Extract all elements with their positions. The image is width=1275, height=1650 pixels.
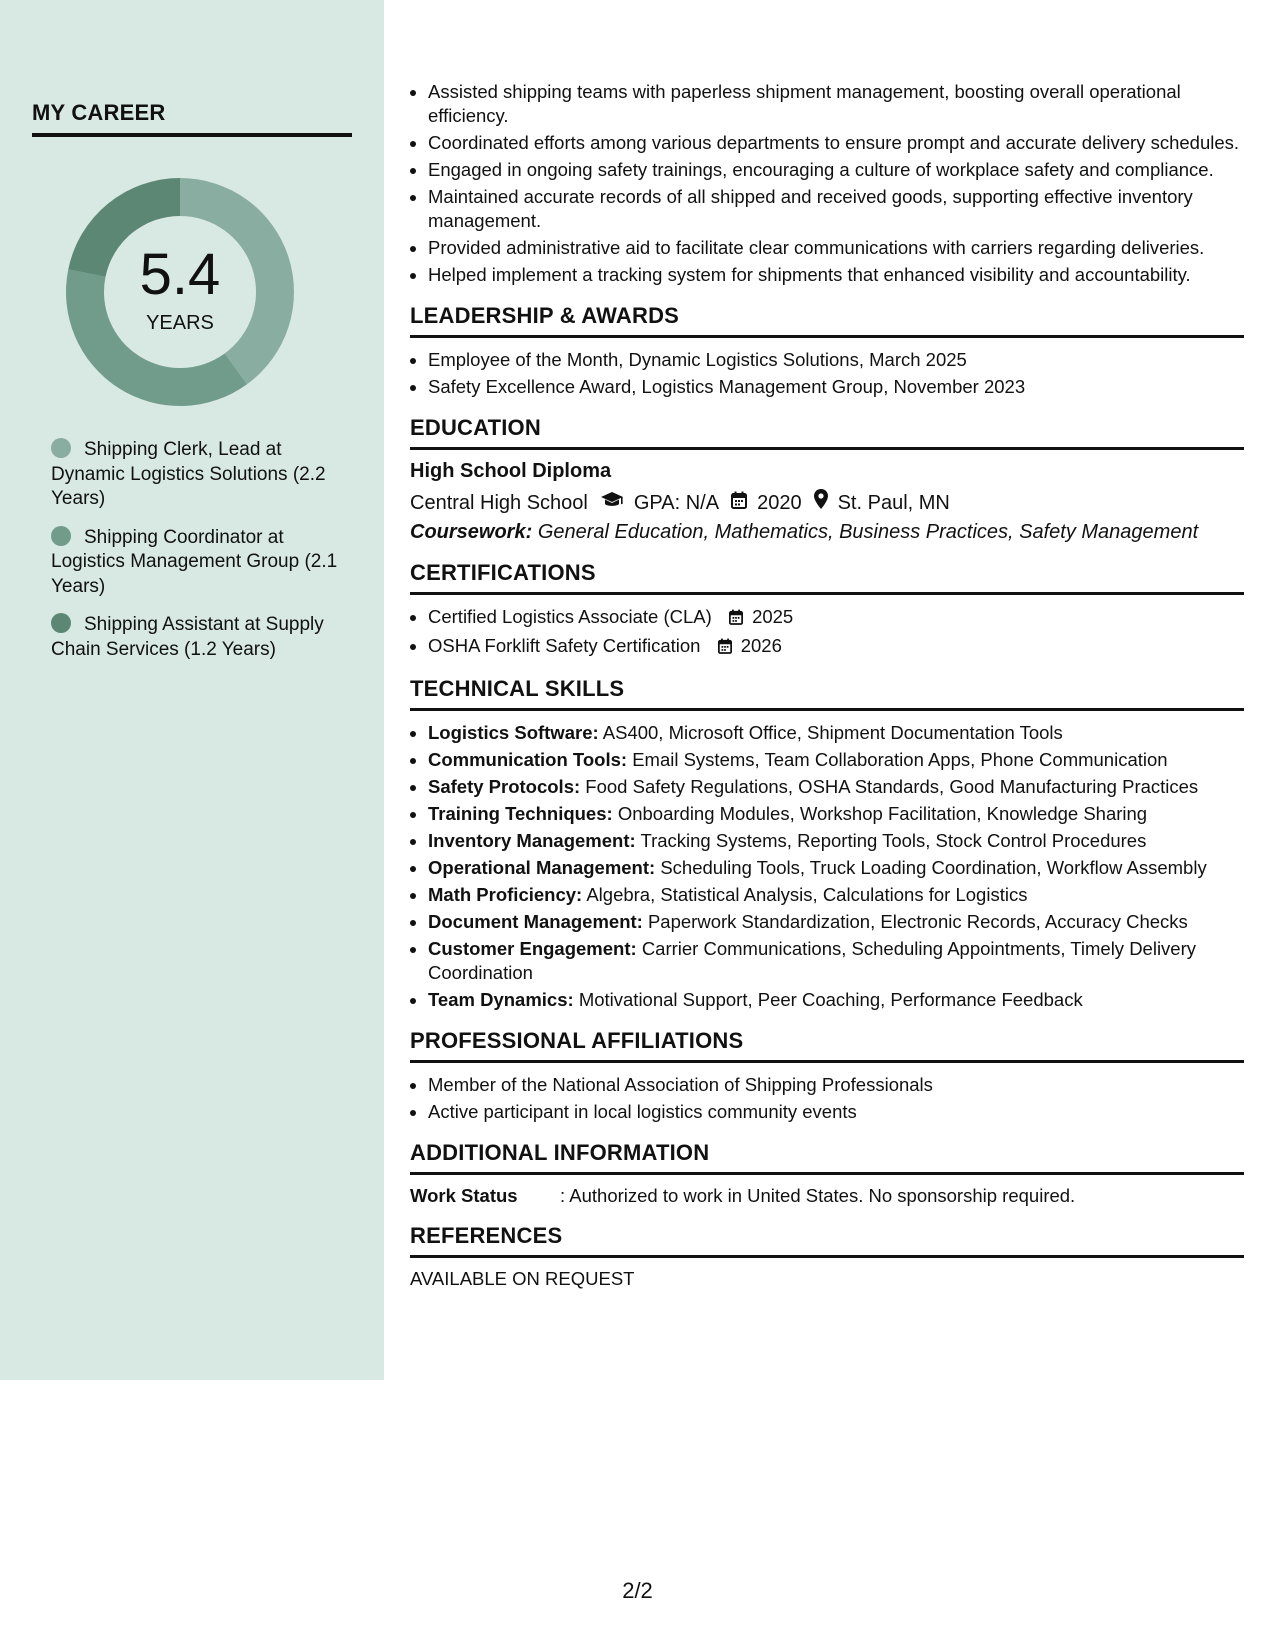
skill-label: Training Techniques: (428, 803, 613, 824)
career-item-label: Shipping Clerk, Lead at Dynamic Logistics Solutions (2.2 Years) (51, 439, 326, 509)
experience-bullet: • Provided administrative aid to facilitate clear communications with carriers regarding deliveries. (428, 236, 1244, 260)
skills-list (410, 721, 1244, 1012)
additional-heading: ADDITIONAL INFORMATION (410, 1140, 1244, 1175)
total-years-unit: YEARS (146, 312, 214, 334)
skill-value: Email Systems, Team Collaboration Apps, Phone Communication (632, 749, 1168, 770)
work-status-value: : Authorized to work in United States. No sponsorship required. (560, 1185, 1076, 1206)
references-heading: REFERENCES (410, 1223, 1244, 1258)
skill-value: Tracking Systems, Reporting Tools, Stock Control Procedures (640, 830, 1147, 851)
work-status-label: Work Status (410, 1185, 518, 1206)
calendar-icon (718, 636, 732, 660)
award-item: • Safety Excellence Award, Logistics Management Group, November 2023 (428, 375, 1244, 399)
career-title: MY CAREER (32, 100, 352, 137)
skill-value: Food Safety Regulations, OSHA Standards, Good Manufacturing Practices (585, 776, 1199, 797)
skill-label: Team Dynamics: (428, 989, 574, 1010)
skill-value: AS400, Microsoft Office, Shipment Documentation Tools (602, 722, 1063, 743)
certifications-heading: CERTIFICATIONS (410, 560, 1244, 595)
career-item (51, 613, 341, 662)
education-location: St. Paul, MN (837, 492, 950, 514)
legend-dot-icon (51, 613, 71, 633)
certification-item (428, 634, 1244, 660)
skill-value: Motivational Support, Peer Coaching, Performance Feedback (578, 989, 1083, 1010)
affiliation-item: • Member of the National Association of Shipping Professionals (428, 1073, 1244, 1097)
skill-item (428, 910, 1244, 934)
skill-value: Carrier Communications, Scheduling Appointments, Timely Delivery Coordination (428, 938, 1197, 983)
skill-label: Safety Protocols: (428, 776, 581, 797)
skill-value: Paperwork Standardization, Electronic Records, Accuracy Checks (647, 911, 1188, 932)
skill-label: Math Proficiency: (428, 884, 583, 905)
page-number: 2/2 (622, 1578, 653, 1603)
career-item (51, 438, 341, 512)
certifications-list (410, 605, 1244, 660)
affiliations-list (410, 1073, 1244, 1124)
skill-item (428, 856, 1244, 880)
skill-label: Operational Management: (428, 857, 656, 878)
skill-item (428, 988, 1244, 1012)
sidebar (0, 0, 384, 1380)
graduation-cap-icon (600, 489, 624, 517)
map-pin-icon (814, 489, 828, 517)
certification-year: 2026 (740, 635, 782, 656)
skill-label: Communication Tools: (428, 749, 628, 770)
main-content (410, 80, 1244, 1290)
experience-bullet: • Assisted shipping teams with paperless shipment management, boosting overall operational efficiency. (428, 80, 1244, 128)
career-legend (51, 438, 341, 676)
skill-label: Customer Engagement: (428, 938, 637, 959)
career-item-label: Shipping Assistant at Supply Chain Services (1.2 Years) (51, 614, 324, 660)
education-year: 2020 (757, 492, 802, 514)
leadership-heading: LEADERSHIP & AWARDS (410, 303, 1244, 338)
experience-bullet: • Coordinated efforts among various departments to ensure prompt and accurate delivery schedules. (428, 131, 1244, 155)
experience-bullet: • Maintained accurate records of all shipped and received goods, supporting effective inventory management. (428, 185, 1244, 233)
certification-name: Certified Logistics Associate (CLA) (428, 606, 712, 627)
skill-item (428, 883, 1244, 907)
references-text: AVAILABLE ON REQUEST (410, 1268, 635, 1289)
skill-label: Inventory Management: (428, 830, 636, 851)
skill-item (428, 748, 1244, 772)
experience-bullet: • Engaged in ongoing safety trainings, encouraging a culture of workplace safety and compliance. (428, 158, 1244, 182)
skill-item (428, 775, 1244, 799)
legend-dot-icon (51, 438, 71, 458)
calendar-icon (729, 607, 743, 631)
calendar-icon (731, 489, 747, 517)
skill-item (428, 802, 1244, 826)
coursework-label: Coursework: (410, 521, 533, 543)
coursework-value: General Education, Mathematics, Business Practices, Safety Management (537, 521, 1199, 543)
career-item-label: Shipping Coordinator at Logistics Management Group (2.1 Years) (51, 526, 338, 597)
skill-label: Document Management: (428, 911, 643, 932)
education-coursework (410, 521, 1244, 544)
certification-year: 2025 (752, 606, 794, 627)
affiliation-item: • Active participant in local logistics community events (428, 1100, 1244, 1124)
certification-name: OSHA Forklift Safety Certification (428, 635, 701, 656)
education-gpa: GPA: N/A (633, 492, 720, 514)
affiliations-heading: PROFESSIONAL AFFILIATIONS (410, 1028, 1244, 1063)
education-school: Central High School (410, 492, 588, 514)
total-years-value: 5.4 (139, 242, 221, 307)
skills-heading: TECHNICAL SKILLS (410, 676, 1244, 711)
skill-item (428, 829, 1244, 853)
education-details (410, 489, 1244, 517)
education-degree: High School Diploma (410, 460, 612, 482)
skill-item (428, 937, 1244, 985)
skill-value: Scheduling Tools, Truck Loading Coordination, Workflow Assembly (660, 857, 1207, 878)
skill-value: Algebra, Statistical Analysis, Calculations for Logistics (586, 884, 1028, 905)
certification-item (428, 605, 1244, 631)
experience-bullet: • Helped implement a tracking system for shipments that enhanced visibility and accountability. (428, 263, 1244, 287)
career-item (51, 526, 341, 600)
education-heading: EDUCATION (410, 415, 1244, 450)
legend-dot-icon (51, 526, 71, 546)
skill-label: Logistics Software: (428, 722, 599, 743)
skill-value: Onboarding Modules, Workshop Facilitation, Knowledge Sharing (617, 803, 1148, 824)
skill-item (428, 721, 1244, 745)
award-item: • Employee of the Month, Dynamic Logistics Solutions, March 2025 (428, 348, 1244, 372)
experience-bullets (410, 80, 1244, 287)
work-status-row (410, 1185, 1244, 1207)
leadership-list (410, 348, 1244, 399)
